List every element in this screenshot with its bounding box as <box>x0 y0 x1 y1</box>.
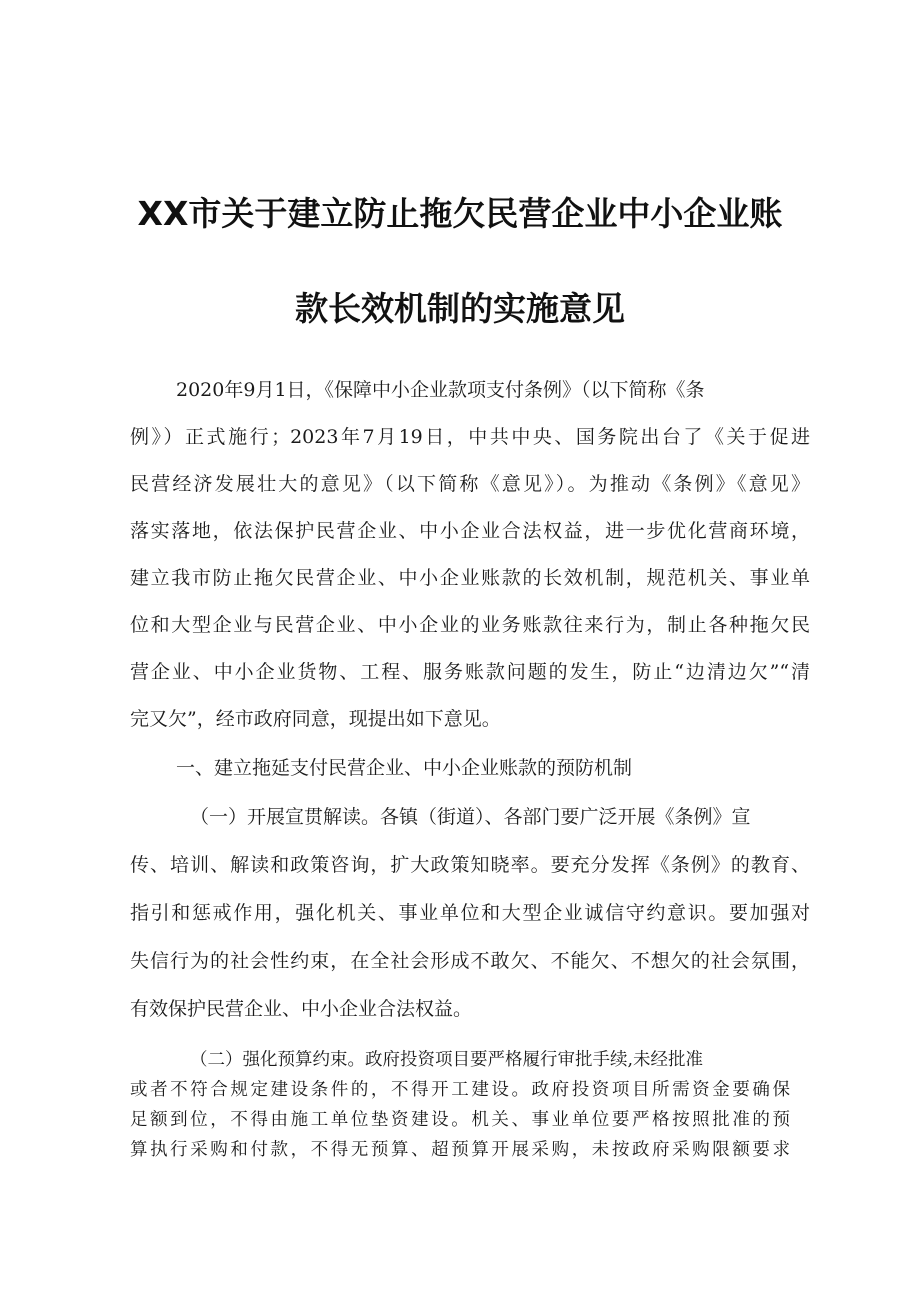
document-title-line-1: XX市关于建立防止拖欠民营企业中小企业账 <box>137 194 783 233</box>
para2-line-3: 足额到位，不得由施工单位垫资建设。机关、事业单位要严格按照批准的预 <box>130 1110 790 1130</box>
intro-line-4: 落实落地，依法保护民营企业、中小企业合法权益，进一步优化营商环境， <box>130 520 810 542</box>
intro-line-7: 营企业、中小企业货物、工程、服务账款问题的发生，防止“边清边欠”“清 <box>130 661 810 683</box>
para1-line-1: （一）开展宣贯解读。各镇（街道）、各部门要广泛开展《条例》宣 <box>190 806 751 828</box>
section-heading-1: 一、建立拖延支付民营企业、中小企业账款的预防机制 <box>176 757 633 779</box>
para1-line-4: 失信行为的社会性约束，在全社会形成不敢欠、不能欠、不想欠的社会氛围， <box>130 950 810 972</box>
para2-line-1: （二）强化预算约束。政府投资项目要严格履行审批手续,未经批准 <box>190 1050 704 1070</box>
intro-line-1: 2020年9月1日，《保障中小企业款项支付条例》（以下简称《条 <box>176 379 705 401</box>
para1-line-2: 传、培训、解读和政策咨询，扩大政策知晓率。要充分发挥《条例》的教育、 <box>130 854 810 876</box>
intro-line-8: 完又欠”，经市政府同意，现提出如下意见。 <box>130 708 501 730</box>
intro-line-3: 民营经济发展壮大的意见》（以下简称《意见》）。为推动《条例》《意见》 <box>130 473 810 495</box>
intro-line-6: 位和大型企业与民营企业、中小企业的业务账款往来行为，制止各种拖欠民 <box>130 614 810 636</box>
para2-line-4: 算执行采购和付款，不得无预算、超预算开展采购，未按政府采购限额要求 <box>130 1140 790 1160</box>
intro-line-5: 建立我市防止拖欠民营企业、中小企业账款的长效机制，规范机关、事业单 <box>130 567 810 589</box>
para2-line-2: 或者不符合规定建设条件的，不得开工建设。政府投资项目所需资金要确保 <box>130 1080 790 1100</box>
para1-line-3: 指引和惩戒作用，强化机关、事业单位和大型企业诚信守约意识。要加强对 <box>130 902 810 924</box>
para1-line-5: 有效保护民营企业、中小企业合法权益。 <box>130 998 473 1020</box>
document-title-line-2: 款长效机制的实施意见 <box>295 289 625 328</box>
intro-line-2: 例》）正式施行；2023年7月19日，中共中央、国务院出台了《关于促进 <box>130 426 810 448</box>
